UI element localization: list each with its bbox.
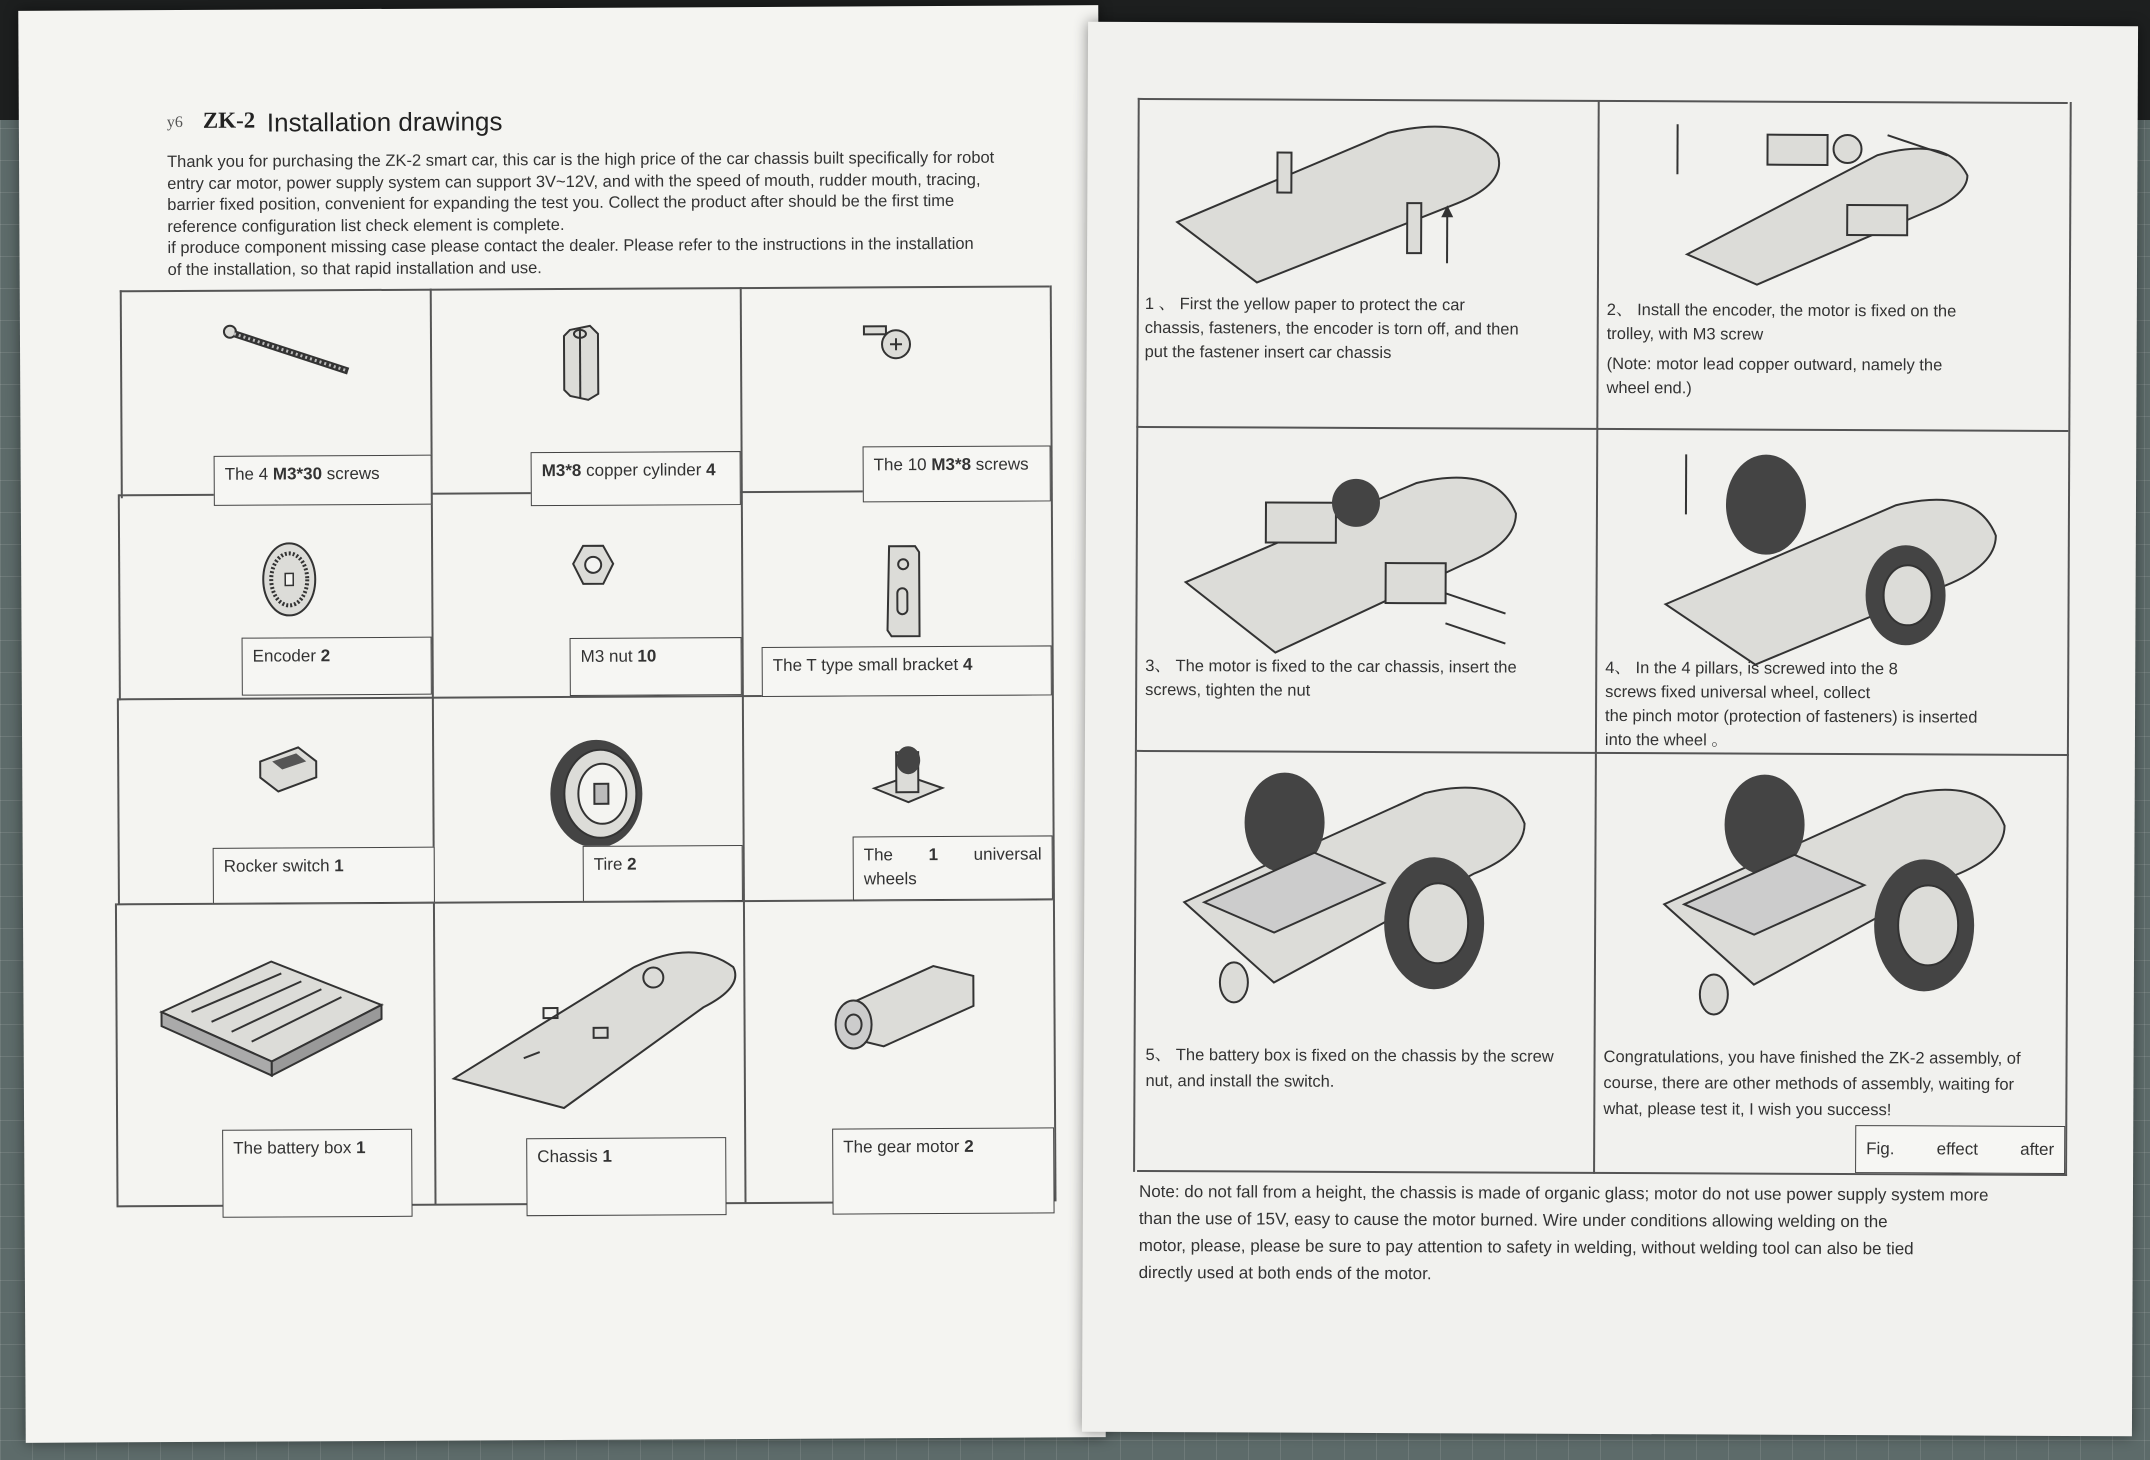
step-line: trolley, with M3 screw [1606, 324, 1764, 344]
step5-text [1145, 1042, 1595, 1096]
part-label-text: screws [970, 454, 1029, 474]
part-label-text: Chassis [537, 1146, 603, 1167]
manual-left-page [18, 5, 1105, 1443]
step-line: 3、 The motor is fixed to the car chassis, insert the [1145, 656, 1517, 677]
step2-text [1606, 298, 2056, 402]
part-label-bold: M3*8 [931, 454, 972, 475]
universal-wheel-drawing [868, 738, 948, 818]
intro-line: entry car motor, power supply system can support 3V~12V, and with the speed of mouth, rudder mouth, tracing, [167, 170, 981, 193]
intro-line: barrier fixed position, convenient for expanding the test you. Collect the product after should be the first time [167, 191, 955, 215]
step3-text [1145, 654, 1595, 704]
step-line: screws, tighten the nut [1145, 680, 1311, 700]
part-label-bold: 1 [928, 845, 939, 865]
step-line: screws fixed universal wheel, collect [1605, 682, 1871, 703]
part-label-text: The 4 [224, 464, 273, 484]
part-label-text: copper cylinder [581, 460, 707, 480]
chassis-drawing [443, 937, 754, 1124]
step-line: nut, and install the switch. [1145, 1071, 1335, 1091]
step6-drawing [1644, 764, 2065, 1026]
part-label-text: Encoder [252, 646, 321, 666]
t-bracket-drawing [879, 542, 930, 642]
step4-drawing [1645, 444, 2046, 666]
part-label-m3x30-screws [214, 455, 432, 506]
part-label-t-bracket [762, 645, 1052, 697]
tire-drawing [540, 734, 651, 855]
screw-m3x30-drawing [220, 319, 360, 380]
page-title: Installation drawings [266, 106, 503, 138]
part-label-text: The battery box [233, 1138, 357, 1158]
step2-drawing [1647, 114, 2048, 286]
step-line: wheel end.) [1606, 378, 1692, 398]
part-label-battery-box [222, 1129, 412, 1218]
part-label-bold: 4 [962, 654, 973, 674]
intro-line: of the installation, so that rapid installation and use. [167, 258, 542, 279]
part-label-chassis [526, 1137, 726, 1216]
intro-line: Thank you for purchasing the ZK-2 smart car, this car is the high price of the car chassis built specifically for robot [167, 148, 995, 172]
step1-drawing [1167, 112, 1568, 284]
part-label-bold: 2 [320, 646, 331, 666]
part-label-bold: 1 [602, 1146, 612, 1166]
part-label-rocker-switch [213, 847, 435, 904]
part-label-tire [583, 845, 743, 902]
model-name: ZK-2 [202, 107, 256, 133]
part-label-copper-cylinder [531, 451, 741, 506]
part-label-bold: 10 [637, 646, 657, 666]
step-line: 2、 Install the encoder, the motor is fixed on the [1606, 300, 1957, 321]
part-label-gear-motor [832, 1127, 1054, 1214]
manual-right-page [1082, 22, 2138, 1437]
step-line: 5、 The battery box is fixed on the chassis by the screw [1145, 1045, 1554, 1066]
part-label-bold: 4 [706, 460, 716, 480]
step3-drawing [1165, 442, 1566, 664]
part-label-text: The 10 [873, 455, 932, 475]
step-line: (Note: motor lead copper outward, namely the [1606, 354, 1943, 375]
part-label-text: Rocker switch [223, 856, 335, 876]
step-line: what, please test it, I wish you success! [1603, 1099, 1892, 1120]
safety-note [1139, 1178, 2019, 1290]
part-label-bold: 2 [964, 1136, 974, 1156]
note-line: than the use of 15V, easy to cause the motor burned. Wire under conditions allowing welding on the [1138, 1208, 1888, 1232]
step5-drawing [1164, 762, 1585, 1024]
m3-nut-drawing [569, 542, 619, 592]
part-label-encoder [242, 637, 432, 696]
intro-line: if produce component missing case please contact the dealer. Please refer to the instructions in the installation [167, 234, 974, 258]
part-label-text: universal [973, 844, 1042, 864]
part-label-text: The T type small bracket [772, 654, 963, 675]
part-label-text: The gear motor [843, 1136, 965, 1157]
step-line: 4、 In the 4 pillars, is screwed into the 8 [1605, 658, 1898, 679]
rocker-switch-drawing [254, 741, 324, 801]
part-label-bold: M3*8 [541, 460, 582, 481]
step-line: put the fastener insert car chassis [1144, 342, 1392, 363]
figure-caption-text: after [2020, 1139, 2055, 1159]
step6-text [1603, 1044, 2063, 1124]
part-label-bold: M3*30 [272, 464, 323, 484]
battery-box-drawing [151, 951, 392, 1082]
part-label-bold: 1 [334, 856, 344, 876]
step-line: Congratulations, you have finished the ZK-2 assembly, of [1603, 1047, 2021, 1068]
part-label-text: The [863, 845, 894, 865]
step-line: chassis, fasteners, the encoder is torn off, and then [1144, 318, 1519, 339]
note-line: Note: do not fall from a height, the chassis is made of organic glass; motor do not use power supply system more [1138, 1181, 1989, 1205]
screw-m3x8-drawing [860, 316, 920, 376]
figure-caption-box [1855, 1125, 2065, 1174]
part-label-text: wheels [863, 869, 917, 889]
step4-text [1605, 656, 2065, 754]
intro-paragraph [167, 147, 1068, 281]
part-label-text: Tire [593, 854, 628, 874]
figure-caption-text: effect [1936, 1139, 1979, 1159]
gear-motor-drawing [823, 946, 994, 1067]
step1-text [1145, 292, 1595, 366]
figure-caption-text: Fig. [1866, 1139, 1895, 1159]
step-line: course, there are other methods of assembly, waiting for [1603, 1073, 2015, 1094]
page-mark: y6 [166, 113, 183, 132]
step-line: 1 、 First the yellow paper to protect the car [1144, 294, 1465, 315]
step-line: the pinch motor (protection of fasteners) is inserted [1605, 706, 1978, 727]
encoder-disc-drawing [249, 539, 329, 619]
part-label-bold: 1 [356, 1138, 366, 1158]
intro-line: reference configuration list check element is complete. [167, 215, 565, 236]
part-label-text: screws [321, 463, 380, 484]
step-line: into the wheel 。 [1604, 730, 1728, 750]
part-label-text: M3 nut [580, 646, 638, 666]
part-label-bold: 2 [627, 854, 637, 874]
part-label-m3x8-screws [863, 445, 1051, 502]
note-line: directly used at both ends of the motor. [1138, 1262, 1432, 1284]
copper-cylinder-drawing [560, 324, 610, 404]
note-line: motor, please, please be sure to pay attention to safety in welding, without welding tool can also be tied [1138, 1235, 1914, 1259]
part-label-m3-nut [570, 637, 742, 696]
part-label-universal-wheel [853, 835, 1053, 900]
